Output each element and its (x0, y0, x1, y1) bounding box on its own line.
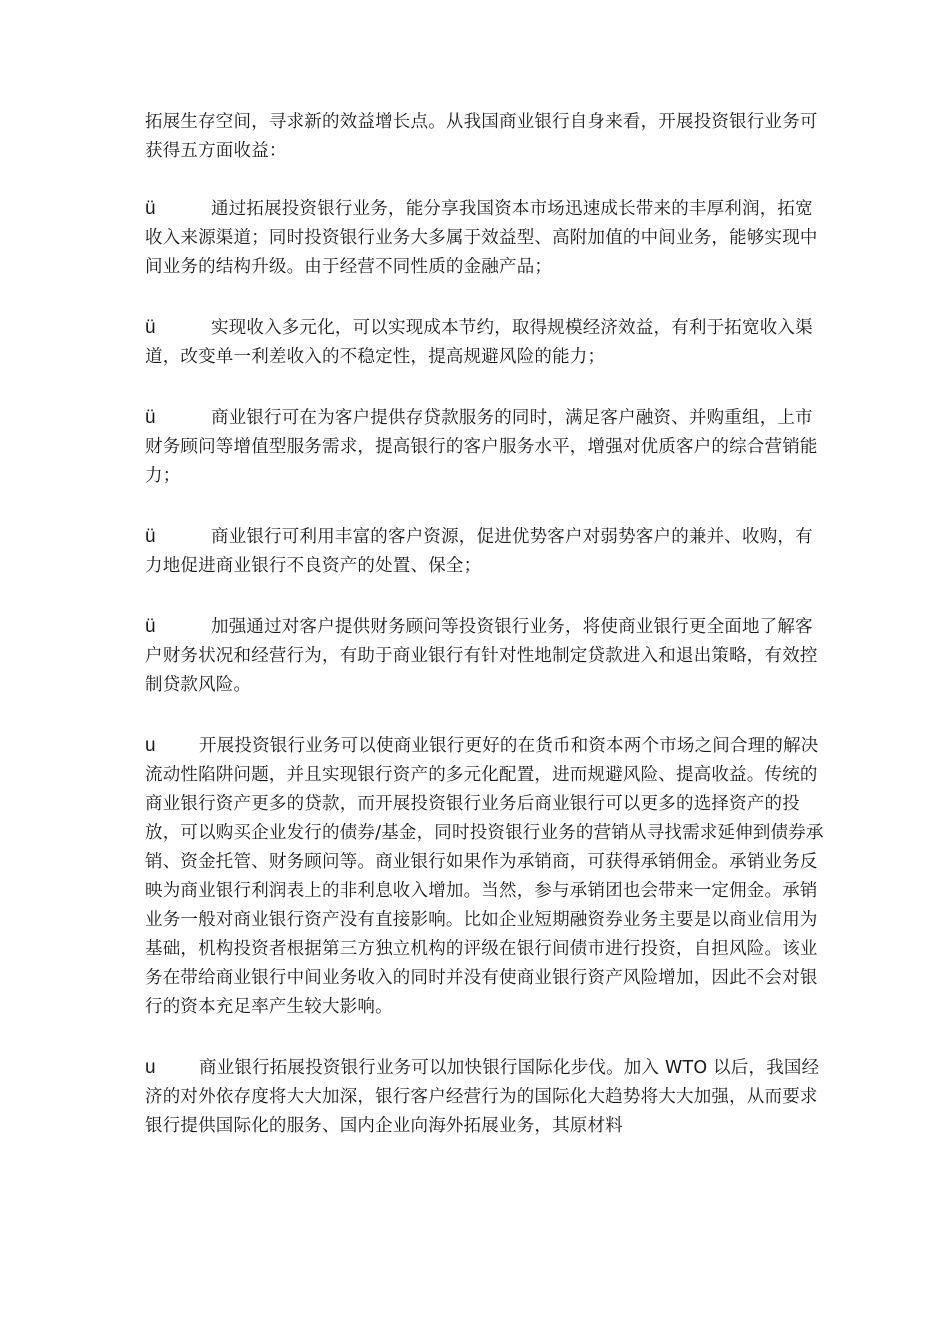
benefit-item-2 (145, 313, 825, 372)
benefit-item-4 (145, 522, 825, 581)
benefit-item-5 (145, 612, 825, 700)
benefit-item-text: 通过拓展投资银行业务，能分享我国资本市场迅速成长带来的丰厚利润，拓宽收入来源渠道；同时投资银行业务大多属于效益型、高附加值的中间业务，能够实现中间业务的结构升级。由于经营不同性质的金融产品； (145, 199, 818, 277)
main-point-text: 商业银行拓展投资银行业务可以加快银行国际化步伐。加入 WTO 以后，我国经济的对外依存度将大大加深，银行客户经营行为的国际化大趋势将大大加强，从而要求银行提供国际化的服务、国内企业向海外拓展业务，其原材料 (145, 1058, 820, 1136)
benefit-item-3 (145, 403, 825, 491)
benefit-item-text: 商业银行可利用丰富的客户资源，促进优势客户对弱势客户的兼并、收购，有力地促进商业银行不良资产的处置、保全； (145, 527, 813, 576)
check-bullet-icon: ü (145, 317, 156, 338)
document-page (145, 108, 825, 1172)
check-bullet-icon: ü (145, 407, 156, 428)
benefit-item-text: 商业银行可在为客户提供存贷款服务的同时，满足客户融资、并购重组，上市财务顾问等增值型服务需求，提高银行的客户服务水平，增强对优质客户的综合营销能力； (145, 408, 818, 486)
benefit-item-text: 实现收入多元化，可以实现成本节约，取得规模经济效益，有利于拓宽收入渠道，改变单一利差收入的不稳定性，提高规避风险的能力； (145, 318, 813, 367)
square-bullet-icon: u (145, 735, 156, 756)
benefit-item-1 (145, 194, 825, 282)
main-point-2 (145, 1053, 825, 1141)
check-bullet-icon: ü (145, 526, 156, 547)
intro-paragraph: 拓展生存空间，寻求新的效益增长点。从我国商业银行自身来看，开展投资银行业务可获得五方面收益： (145, 112, 818, 161)
check-bullet-icon: ü (145, 198, 156, 219)
benefit-item-text: 加强通过对客户提供财务顾问等投资银行业务，将使商业银行更全面地了解客户财务状况和经营行为，有助于商业银行有针对性地制定贷款进入和退出策略，有效控制贷款风险。 (145, 617, 818, 695)
main-point-text: 开展投资银行业务可以使商业银行更好的在货币和资本两个市场之间合理的解决流动性陷阱问题，并且实现银行资产的多元化配置，进而规避风险、提高收益。传统的商业银行资产更多的贷款，而开展投资银行业务后商业银行可以更多的选择资产的投放，可以购买企业发行的债券/基金，同时投资银行业务的营销从寻找需求延伸到债券承销、资金托管、财务顾问等。商业银行如果作为承销商，可获得承销佣金。承销业务反映为商业银行利润表上的非利息收入增加。当然，参与承销团也会带来一定佣金。承销业务一般对商业银行资产没有直接影响。比如企业短期融资券业务主要是以商业信用为基础，机构投资者根据第三方独立机构的评级在银行间债市进行投资，自担风险。该业务在带给商业银行中间业务收入的同时并没有使商业银行资产风险增加，因此不会对银行的资本充足率产生较大影响。 (145, 736, 824, 1017)
square-bullet-icon: u (145, 1057, 156, 1078)
main-point-1 (145, 731, 825, 1022)
check-bullet-icon: ü (145, 616, 156, 637)
